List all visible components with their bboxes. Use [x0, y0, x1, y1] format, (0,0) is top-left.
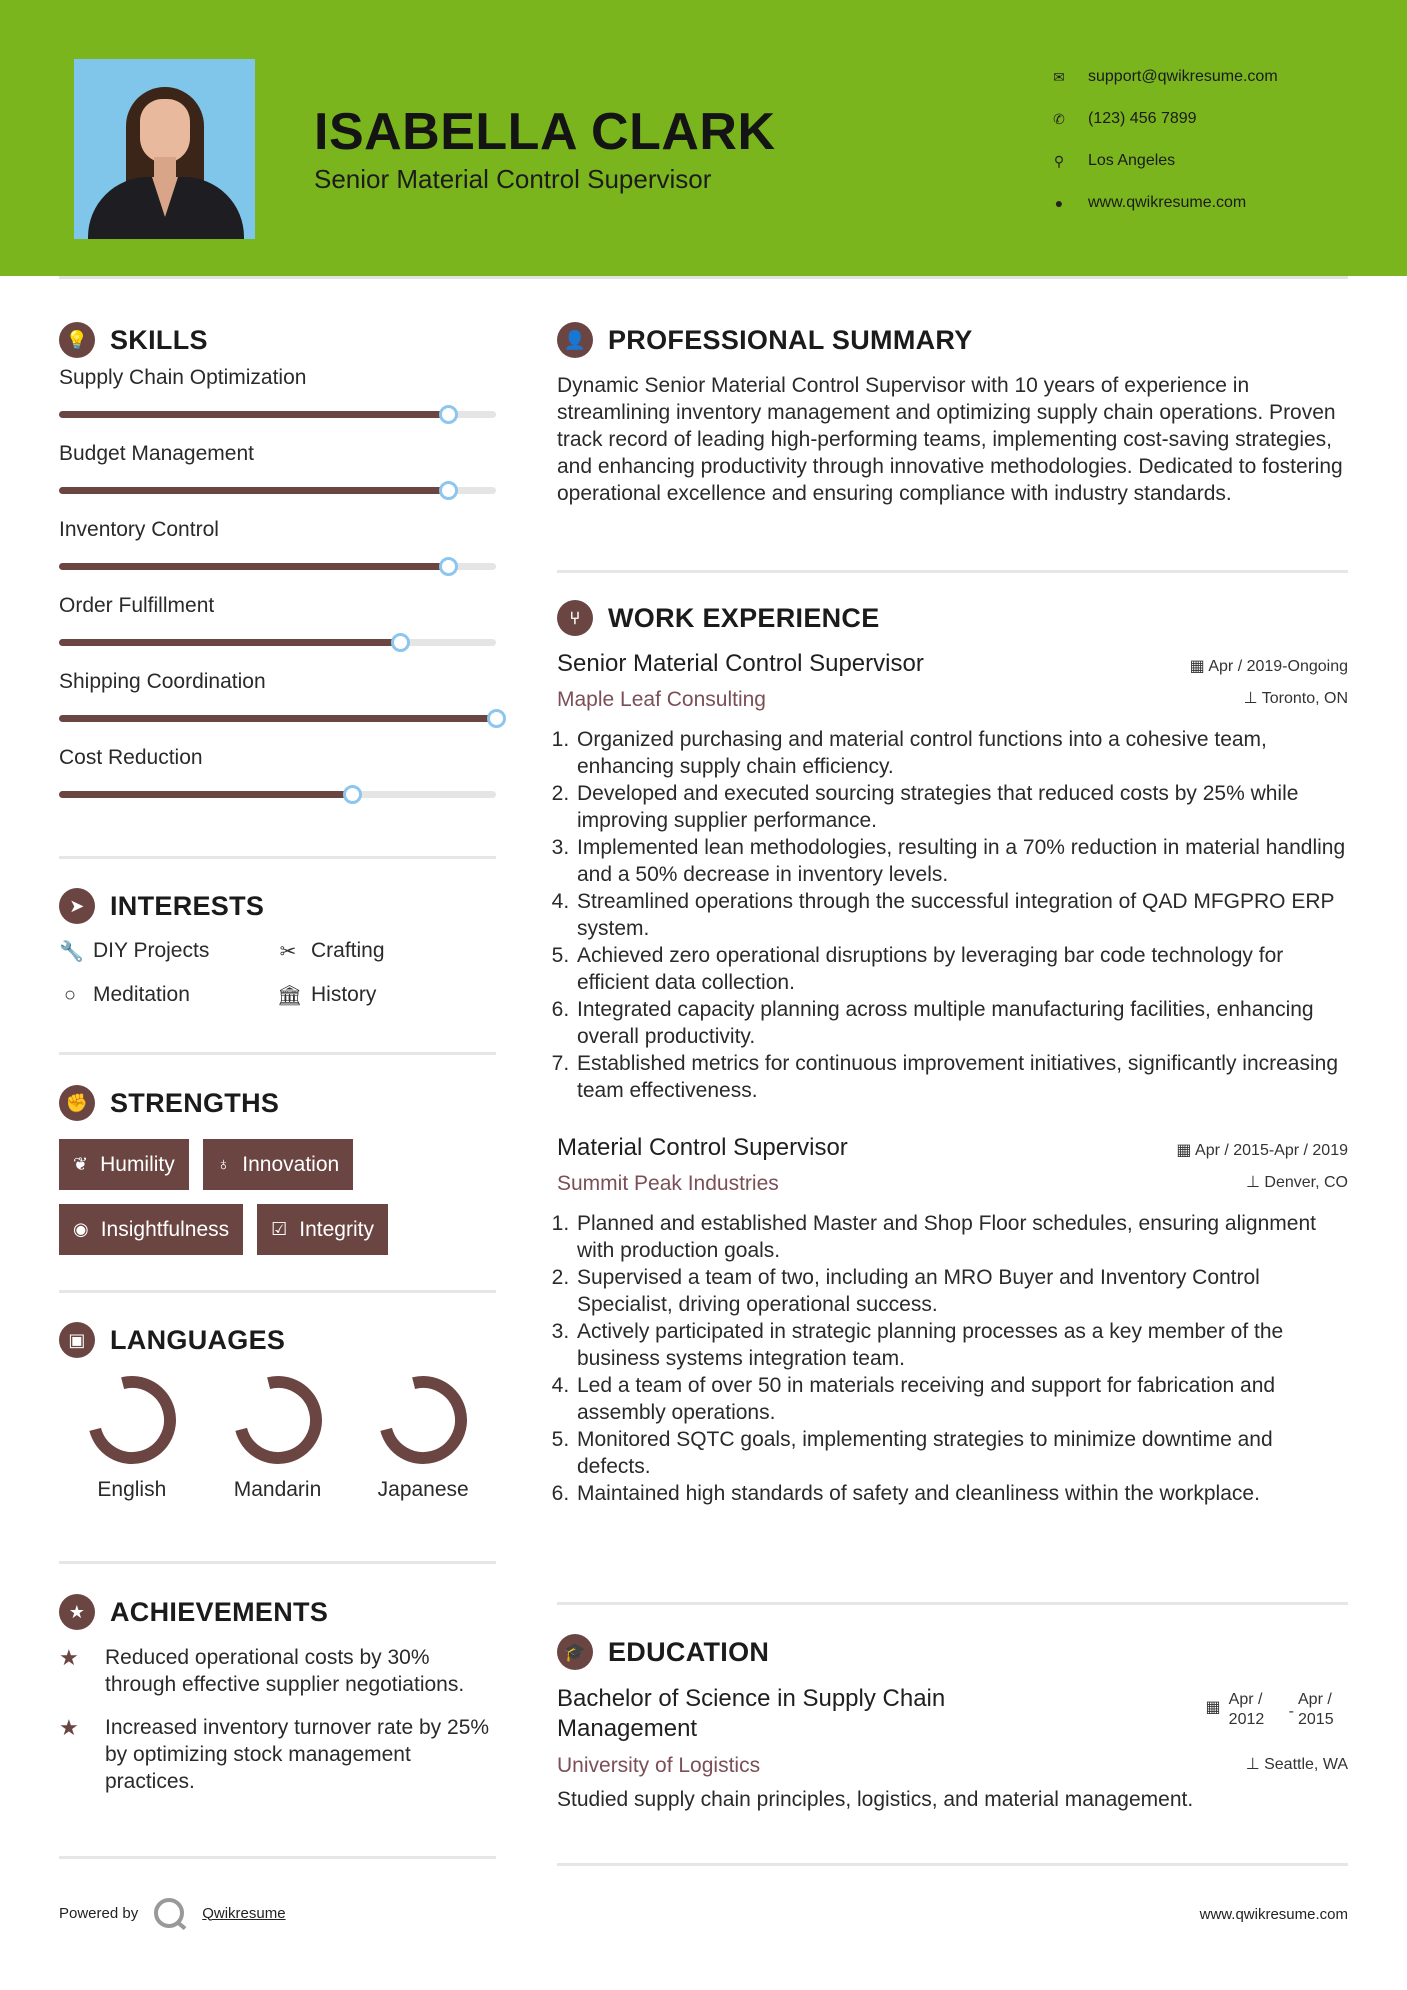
museum-icon: 🏛	[277, 984, 303, 1007]
interest-item: ✂ Crafting	[277, 936, 477, 966]
achievements-list	[59, 1644, 496, 1795]
job-title: Material Control Supervisor	[557, 1134, 848, 1161]
pin-icon: ⊥	[1245, 1756, 1265, 1773]
skill-bar	[59, 791, 496, 798]
header-divider	[59, 276, 1348, 279]
achievement-item: ★ Reduced operational costs by 30% through effective supplier negotiations.	[59, 1645, 465, 1696]
language-item: Mandarin	[205, 1372, 351, 1502]
skill-level-knob	[391, 633, 410, 652]
list-item: 2. Supervised a team of two, including an MRO Buyer and Inventory Control Specialist, driving operational success.	[575, 1264, 1348, 1318]
achievement-item: ★ Increased inventory turnover rate by 25% by optimizing stock management practices.	[59, 1715, 490, 1793]
skill-bar-fill	[59, 487, 448, 494]
leaf-icon: ❦	[73, 1154, 89, 1174]
job-title: Senior Material Control Supervisor	[557, 650, 924, 677]
skill-label: Budget Management	[59, 442, 254, 465]
company-name: Maple Leaf Consulting	[557, 688, 766, 711]
job-entry	[557, 1134, 1348, 1507]
company-name: Summit Peak Industries	[557, 1172, 779, 1195]
interest-item: 🔧 DIY Projects	[59, 939, 210, 963]
user-icon: 👤	[557, 322, 593, 358]
language-level-ring	[230, 1372, 326, 1468]
skill-item	[59, 594, 496, 670]
list-item: 7. Established metrics for continuous improvement initiatives, significantly increasing team effectiveness.	[575, 1050, 1348, 1104]
divider	[557, 1602, 1348, 1605]
language-level-ring	[84, 1372, 180, 1468]
skill-bar-fill	[59, 563, 448, 570]
job-bullets	[557, 726, 1348, 1104]
contact-phone[interactable]: ✆ (123) 456 7899	[1050, 98, 1278, 140]
contact-list	[1050, 56, 1278, 224]
language-card-icon: ▣	[59, 1322, 95, 1358]
qwikresume-logo-icon	[154, 1898, 184, 1928]
languages-heading: ▣ LANGUAGES	[59, 1322, 496, 1358]
skill-bar-fill	[59, 639, 400, 646]
skill-bar	[59, 563, 496, 570]
strength-tag: ❦ Humility	[59, 1139, 189, 1190]
calendar-icon: ▦	[1176, 1142, 1196, 1159]
skill-item	[59, 746, 496, 822]
interests-section	[59, 888, 496, 1010]
skill-label: Shipping Coordination	[59, 670, 266, 693]
divider	[59, 1052, 496, 1055]
candidate-title: Senior Material Control Supervisor	[314, 164, 712, 194]
divider	[59, 856, 496, 859]
eye-icon: ◉	[73, 1219, 89, 1239]
divider	[59, 1290, 496, 1293]
language-item: Japanese	[350, 1372, 496, 1502]
school-location: ⊥ Seattle, WA	[1245, 1756, 1348, 1773]
footer-powered: Powered by Qwikresume	[59, 1898, 286, 1928]
skill-bar-fill	[59, 411, 448, 418]
job-location: ⊥ Denver, CO	[1246, 1174, 1348, 1191]
skill-label: Supply Chain Optimization	[59, 366, 307, 389]
skill-bar	[59, 411, 496, 418]
skills-section	[59, 322, 496, 822]
skills-heading: 💡 SKILLS	[59, 322, 496, 358]
interests-heading: ➤ INTERESTS	[59, 888, 496, 924]
skill-level-knob	[439, 481, 458, 500]
paper-plane-icon: ➤	[59, 888, 95, 924]
star-icon: ★	[59, 1715, 79, 1740]
skill-item	[59, 518, 496, 594]
languages-section	[59, 1322, 496, 1502]
experience-heading: ⑂ WORK EXPERIENCE	[557, 600, 1348, 636]
summary-heading: 👤 PROFESSIONAL SUMMARY	[557, 322, 1348, 358]
education-heading: 🎓 EDUCATION	[557, 1634, 1348, 1670]
experience-section	[557, 600, 1348, 1507]
interest-item: 🏛 History	[277, 983, 377, 1007]
strength-tag: ♁ Innovation	[203, 1139, 353, 1190]
skill-level-knob	[439, 557, 458, 576]
strengths-heading: ✊ STRENGTHS	[59, 1085, 496, 1121]
calendar-icon: ▦	[1205, 1699, 1221, 1716]
job-dates: ▦ Apr / 2015-Apr / 2019	[1176, 1142, 1348, 1159]
list-item: 2. Developed and executed sourcing strategies that reduced costs by 25% while improving supplier performance.	[575, 780, 1348, 834]
skill-bar-fill	[59, 715, 496, 722]
interests-list	[59, 936, 496, 1010]
globe-icon: ●	[1054, 195, 1064, 211]
list-item: 3. Implemented lean methodologies, resulting in a 70% reduction in material handling and a 50% decrease in inventory levels.	[575, 834, 1348, 888]
skill-bar	[59, 715, 496, 722]
skill-level-knob	[439, 405, 458, 424]
office-chair-icon: ⑂	[557, 600, 593, 636]
map-pin-icon: ⚲	[1053, 152, 1065, 169]
skill-bar	[59, 487, 496, 494]
job-bullets	[557, 1210, 1348, 1507]
list-item: 6. Integrated capacity planning across multiple manufacturing facilities, enhancing overall productivity.	[575, 996, 1348, 1050]
skill-label: Cost Reduction	[59, 746, 203, 769]
skill-bar	[59, 639, 496, 646]
phone-icon: ✆	[1053, 110, 1065, 127]
skill-item	[59, 442, 496, 518]
profile-photo	[74, 59, 255, 239]
divider	[557, 570, 1348, 573]
divider	[59, 1561, 496, 1564]
list-item: 4. Led a team of over 50 in materials receiving and support for fabrication and assembly operations.	[575, 1372, 1348, 1426]
strength-tag: ◉ Insightfulness	[59, 1204, 243, 1255]
contact-website[interactable]: ● www.qwikresume.com	[1050, 182, 1278, 224]
skills-list	[59, 366, 496, 822]
school-name: University of Logistics	[557, 1754, 761, 1777]
language-level-ring	[375, 1372, 471, 1468]
job-dates: ▦ Apr / 2019-Ongoing	[1189, 658, 1348, 675]
pin-icon: ⊥	[1243, 690, 1262, 707]
summary-section	[557, 322, 1348, 507]
divider	[59, 1856, 496, 1859]
strengths-tags	[59, 1139, 496, 1255]
list-item: 5. Monitored SQTC goals, implementing strategies to minimize downtime and defects.	[575, 1426, 1348, 1480]
list-item: 6. Maintained high standards of safety and cleanliness within the workplace.	[575, 1480, 1348, 1507]
star-icon: ★	[59, 1645, 79, 1670]
check-square-icon: ☑	[271, 1219, 288, 1239]
education-description: Studied supply chain principles, logistics, and material management.	[557, 1788, 1194, 1811]
contact-location: ⚲ Los Angeles	[1050, 140, 1278, 182]
skill-level-knob	[487, 709, 506, 728]
footer-url[interactable]: www.qwikresume.com	[1199, 1906, 1348, 1923]
list-item: 4. Streamlined operations through the successful integration of QAD MFGPRO ERP system.	[575, 888, 1348, 942]
achievements-heading: ★ ACHIEVEMENTS	[59, 1594, 496, 1630]
star-badge-icon: ★	[59, 1594, 95, 1630]
header-banner	[0, 0, 1407, 276]
summary-text: Dynamic Senior Material Control Supervisor with 10 years of experience in streamlining inventory management and optimizing supply chain operations. Proven track record of leading high-performing teams, implementing cost-saving strategies, and enhancing productivity through innovative methodologies. Dedicated to fostering operational excellence and ensuring compliance with industry standards.	[557, 374, 1343, 505]
job-entry	[557, 650, 1348, 1104]
wrench-icon: 🔧	[59, 940, 84, 963]
fist-icon: ✊	[59, 1085, 95, 1121]
languages-list	[59, 1372, 496, 1502]
list-item: 1. Organized purchasing and material control functions into a cohesive team, enhancing supply chain efficiency.	[575, 726, 1348, 780]
education-section	[557, 1634, 1348, 1813]
candidate-name: ISABELLA CLARK	[314, 103, 776, 161]
lightbulb-icon: 💡	[59, 322, 95, 358]
language-item: English	[59, 1372, 205, 1502]
skill-bar-fill	[59, 791, 352, 798]
strengths-section	[59, 1085, 496, 1255]
education-dates: ▦ Apr / 2012 - Apr / 2015	[1205, 1691, 1334, 1728]
list-item: 5. Achieved zero operational disruptions by leveraging bar code technology for efficient data collection.	[575, 942, 1348, 996]
scissors-icon: ✂	[279, 940, 297, 963]
divider	[557, 1863, 1348, 1866]
skill-label: Inventory Control	[59, 518, 219, 541]
list-item: 1. Planned and established Master and Shop Floor schedules, ensuring alignment with production goals.	[575, 1210, 1348, 1264]
skill-item	[59, 670, 496, 746]
lightbulb-icon: ♁	[216, 1154, 231, 1174]
job-location: ⊥ Toronto, ON	[1243, 690, 1348, 707]
skill-item	[59, 366, 496, 442]
contact-email[interactable]: ✉ support@qwikresume.com	[1050, 56, 1278, 98]
skill-label: Order Fulfillment	[59, 594, 215, 617]
calendar-icon: ▦	[1189, 658, 1209, 675]
envelope-icon: ✉	[1053, 68, 1065, 85]
degree-title: Bachelor of Science in Supply Chain Management	[557, 1685, 946, 1742]
list-item: 3. Actively participated in strategic planning processes as a key member of the business systems integration team.	[575, 1318, 1348, 1372]
skill-level-knob	[343, 785, 362, 804]
circle-icon: ○	[63, 983, 77, 1006]
pin-icon: ⊥	[1246, 1174, 1265, 1191]
graduation-icon: 🎓	[557, 1634, 593, 1670]
achievements-section	[59, 1594, 496, 1811]
strength-tag: ☑ Integrity	[257, 1204, 388, 1255]
footer-brand-link[interactable]: Qwikresume	[202, 1904, 286, 1922]
interest-item: ○ Meditation	[59, 980, 277, 1010]
